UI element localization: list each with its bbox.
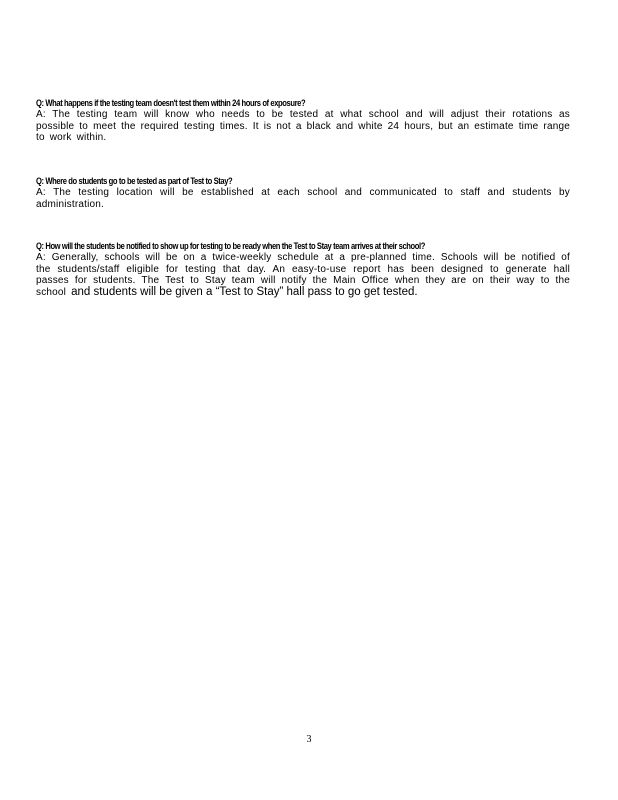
faq-answer [36,252,570,298]
faq-answer-text: A: Generally, schools will be on a twice-weekly schedule at a pre-planned time. Schools will be notified of the students/staff eligible for testing that day. An easy-to-use report has been designed to generate hall passes for students. The Test to Stay team will notify the Main Office when they are on their way to the school [36,252,570,298]
faq-question: Q: Where do students go to be tested as part of Test to Stay? [36,176,233,187]
faq-answer: A: The testing location will be established at each school and communicated to staff and students by administration. [36,187,570,210]
faq-answer: A: The testing team will know who needs to be tested at what school and will adjust their rotations as possible to meet the required testing times. It is not a black and white 24 hours, but an estimate time range to work within. [36,109,570,143]
faq-question: Q: How will the students be notified to show up for testing to be ready when the Test to Stay team arrives at their school? [36,241,425,252]
faq-item-2 [36,176,570,210]
faq-item-1 [36,98,570,144]
faq-answer-tail: and students will be given a “Test to Stay” hall pass to go get tested. [71,285,418,298]
faq-question: Q: What happens if the testing team doesn't test them within 24 hours of exposure? [36,98,306,109]
faq-item-3 [36,241,570,298]
page-number: 3 [306,734,312,745]
